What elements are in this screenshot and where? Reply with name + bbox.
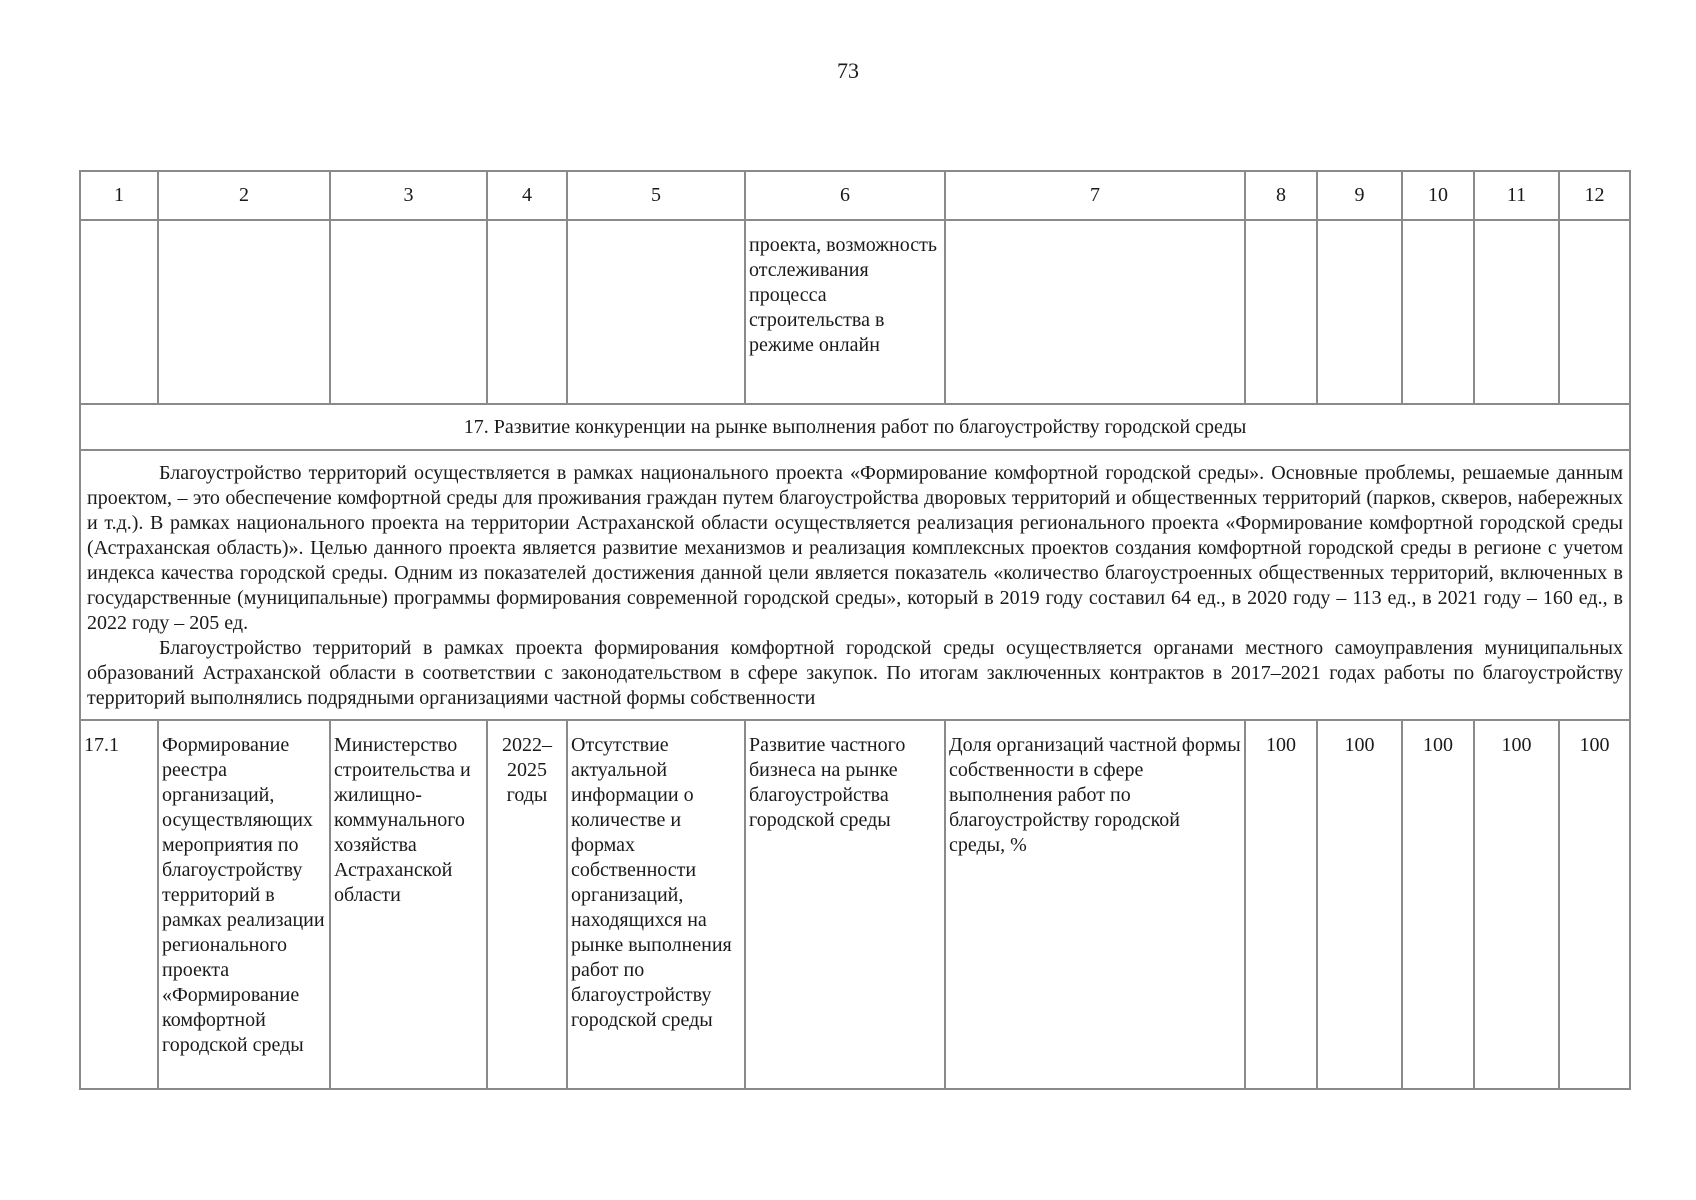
description-paragraph-1: Благоустройство территорий осуществляется в рамках национального проекта «Формирование комфортной городской среды». Основные проблемы, решаемые данным проектом, – это обеспечение комфортной среды для проживания граждан путем благоустройства дворовых территорий и общественных территорий (парков, скверов, набережных и т.д.). В рамках национального проекта на территории Астраханской области осуществляется реализация регионального проекта «Формирование комфортной городской среды (Астраханская область)». Целью данного проекта является развитие механизмов и реализация комплексных проектов создания комфортной городской среды в регионе с учетом индекса качества городской среды. Одним из показателей достижения данной цели является показатель «количество благоустроенных общественных территорий, включенных в государственные (муниципальные) программы формирования современной городской среды», который в 2019 году составил 64 ед., в 2020 году – 113 ед., в 2021 году – 160 ед., в 2022 году – 205 ед.: [87, 462, 1623, 634]
row-problem: Отсутствие актуальной информации о количестве и формах собственности организаций, находящихся на рынке выполнения работ по благоустройству городской среды: [567, 720, 745, 1089]
header-cell-12: 12: [1559, 171, 1630, 220]
row-value-11: 100: [1474, 720, 1559, 1089]
header-cell-9: 9: [1317, 171, 1402, 220]
header-row: [80, 171, 1630, 220]
row-value-9: 100: [1317, 720, 1402, 1089]
header-cell-4: 4: [487, 171, 567, 220]
header-cell-5: 5: [567, 171, 745, 220]
cont-cell-12: [1559, 220, 1630, 404]
section-title: 17. Развитие конкуренции на рынке выполнения работ по благоустройству городской среды: [80, 404, 1630, 450]
cont-cell-6: проекта, возможность отслеживания процесса строительства в режиме онлайн: [745, 220, 945, 404]
cont-cell-10: [1402, 220, 1474, 404]
row-measure: Формирование реестра организаций, осуществляющих мероприятия по благоустройству территорий в рамках реализации регионального проекта «Формирование комфортной городской среды: [158, 720, 330, 1089]
row-number: 17.1: [80, 720, 158, 1089]
row-indicator: Доля организаций частной формы собственности в сфере выполнения работ по благоустройству городской среды, %: [945, 720, 1245, 1089]
row-result: Развитие частного бизнеса на рынке благоустройства городской среды: [745, 720, 945, 1089]
header-cell-2: 2: [158, 171, 330, 220]
row-value-10: 100: [1402, 720, 1474, 1089]
header-cell-1: 1: [80, 171, 158, 220]
description-row: [80, 450, 1630, 720]
cont-cell-3: [330, 220, 487, 404]
cont-cell-5: [567, 220, 745, 404]
cont-cell-8: [1245, 220, 1317, 404]
header-cell-7: 7: [945, 171, 1245, 220]
row-value-12: 100: [1559, 720, 1630, 1089]
header-cell-8: 8: [1245, 171, 1317, 220]
table-row: [80, 720, 1630, 1089]
row-executor: Министерство строительства и жилищно-коммунального хозяйства Астраханской области: [330, 720, 487, 1089]
cont-cell-2: [158, 220, 330, 404]
section-row: [80, 404, 1630, 450]
cont-cell-4: [487, 220, 567, 404]
row-value-8: 100: [1245, 720, 1317, 1089]
cont-cell-7: [945, 220, 1245, 404]
description-paragraph-2: Благоустройство территорий в рамках проекта формирования комфортной городской среды осуществляется органами местного самоуправления муниципальных образований Астраханской области в соответствии с законодательством в сфере закупок. По итогам заключенных контрактов в 2017–2021 годах работы по благоустройству территорий выполнялись подрядными организациями частной формы собственности: [87, 637, 1623, 709]
page-number: 73: [837, 58, 859, 83]
header-cell-10: 10: [1402, 171, 1474, 220]
header-cell-11: 11: [1474, 171, 1559, 220]
cont-cell-11: [1474, 220, 1559, 404]
measures-table: [79, 170, 1631, 1090]
row-period: 2022–2025 годы: [487, 720, 567, 1089]
header-cell-3: 3: [330, 171, 487, 220]
continuation-row: [80, 220, 1630, 404]
cont-cell-9: [1317, 220, 1402, 404]
header-cell-6: 6: [745, 171, 945, 220]
section-description: [80, 450, 1630, 720]
cont-cell-1: [80, 220, 158, 404]
